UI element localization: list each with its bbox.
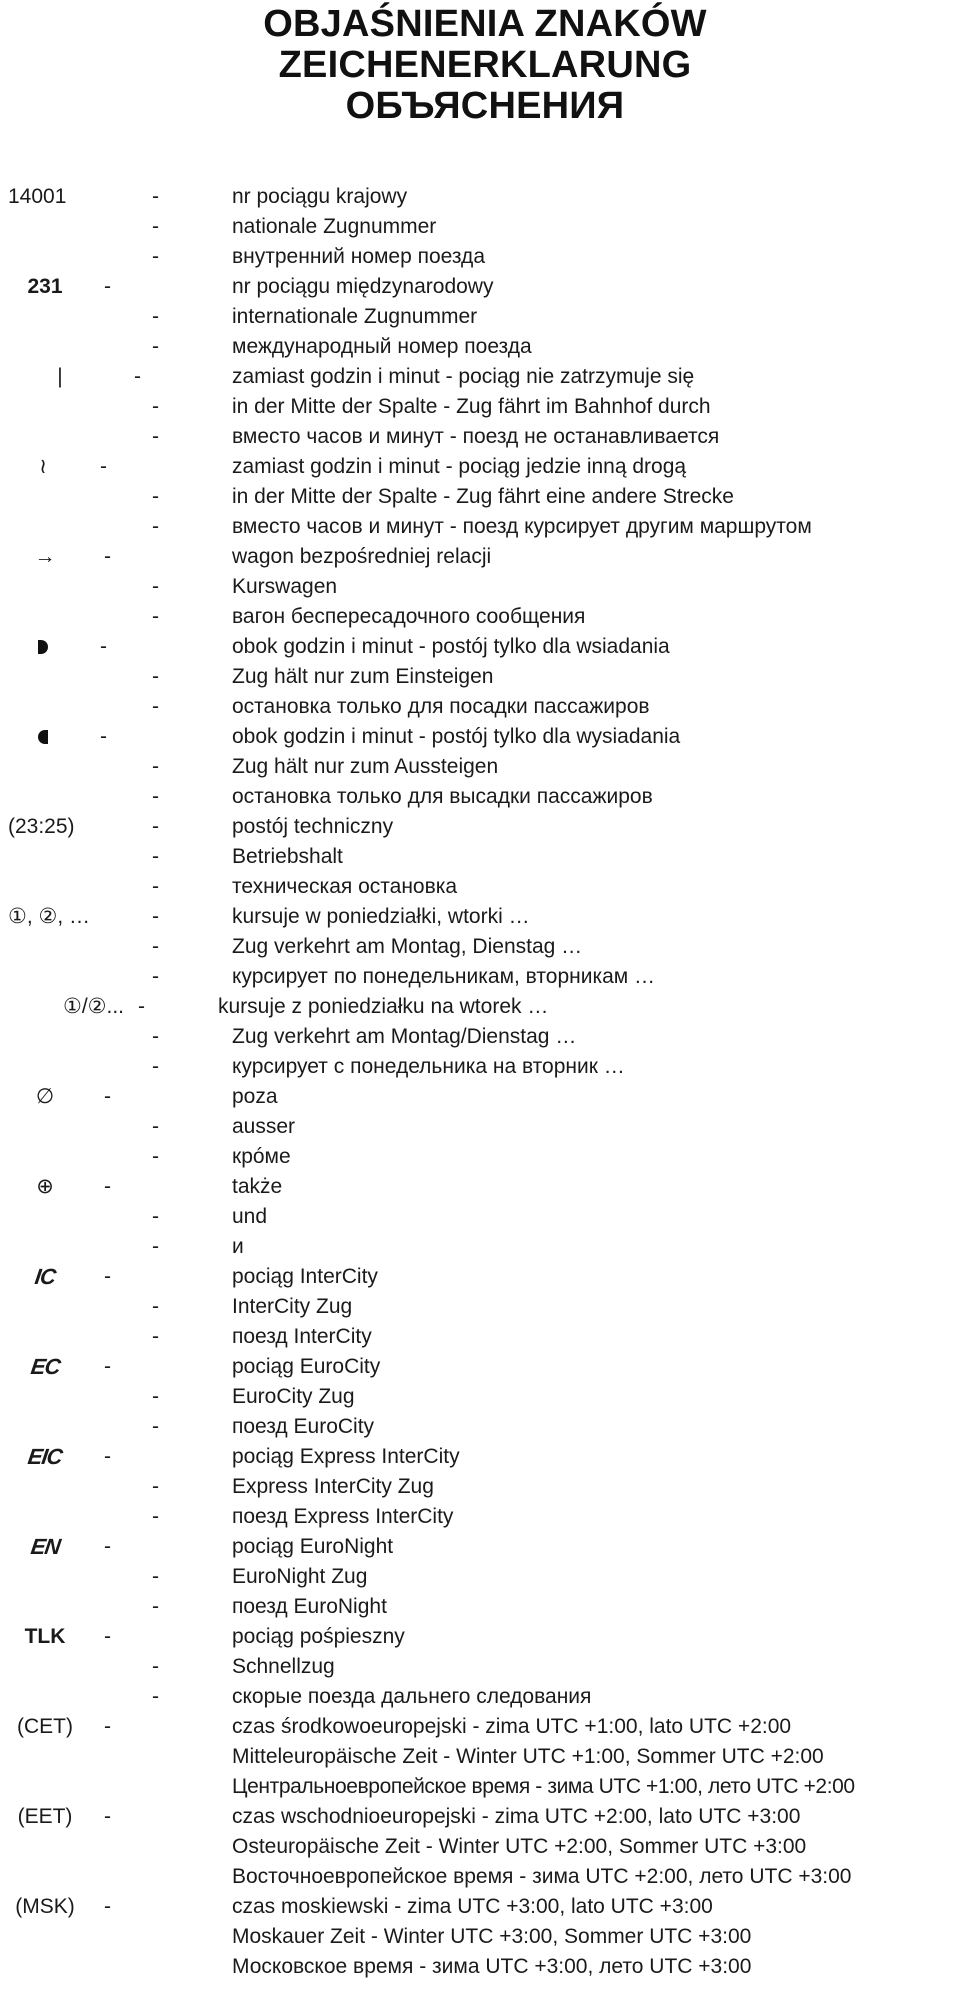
legend-text: Kurswagen bbox=[232, 575, 338, 598]
express-intercity-logo bbox=[0, 1442, 90, 1473]
dash: - bbox=[152, 1475, 159, 1498]
legend-text: nr pociągu międzynarodowy bbox=[232, 275, 494, 298]
also-icon: ⊕ bbox=[36, 1175, 54, 1198]
legend-row bbox=[0, 1322, 960, 1352]
legend-row bbox=[0, 392, 960, 422]
half-dot-right-icon bbox=[38, 640, 48, 654]
except-icon: ∅ bbox=[35, 1085, 55, 1108]
eurocity-logo-text: EC bbox=[29, 1353, 62, 1379]
legend-row bbox=[0, 332, 960, 362]
legend-row bbox=[0, 962, 960, 992]
legend-text: kursuje z poniedziałku na wtorek … bbox=[218, 995, 549, 1018]
pass-through-icon: | bbox=[57, 365, 63, 388]
legend-text: ausser bbox=[232, 1115, 296, 1138]
legend-row bbox=[0, 1532, 960, 1562]
different-route-icon: ≀ bbox=[39, 455, 47, 478]
dash: - bbox=[152, 1235, 159, 1258]
legend-text: pociąg InterCity bbox=[232, 1265, 378, 1288]
dash: - bbox=[104, 1355, 111, 1378]
half-dot-left-icon bbox=[38, 730, 48, 744]
legend-row bbox=[0, 1262, 960, 1292]
legend-row bbox=[0, 1562, 960, 1592]
legend-text: Zug verkehrt am Montag/Dienstag … bbox=[232, 1025, 577, 1048]
legend-row bbox=[0, 1892, 960, 1922]
legend-text: Mitteleuropäische Zeit - Winter UTC +1:00, Sommer UTC +2:00 bbox=[232, 1745, 824, 1768]
legend-text: czas środkowoeuropejski - zima UTC +1:00, lato UTC +2:00 bbox=[232, 1715, 792, 1738]
legend-text: Betriebshalt bbox=[232, 845, 343, 868]
title-german: ZEICHENERKLARUNG bbox=[278, 44, 692, 86]
dash: - bbox=[152, 875, 159, 898]
legend-text: pociąg EuroCity bbox=[232, 1355, 381, 1378]
legend-row bbox=[0, 992, 960, 1022]
legend-row bbox=[0, 1442, 960, 1472]
legend-row bbox=[0, 1592, 960, 1622]
legend-text: скорые поезда дальнего следования bbox=[232, 1685, 592, 1708]
legend-row bbox=[0, 1172, 960, 1202]
dash: - bbox=[152, 1115, 159, 1138]
legend-text: InterCity Zug bbox=[232, 1295, 353, 1318]
legend-text: поезд EuroCity bbox=[232, 1415, 375, 1438]
dash: - bbox=[152, 245, 159, 268]
dash: - bbox=[104, 1625, 111, 1648]
legend-row bbox=[0, 1502, 960, 1532]
legend-row bbox=[0, 722, 960, 752]
symbol-msk: (MSK) bbox=[15, 1895, 75, 1918]
legend-text: EuroCity Zug bbox=[232, 1385, 355, 1408]
dash: - bbox=[152, 515, 159, 538]
legend-row bbox=[0, 872, 960, 902]
legend-text: поезд Express InterCity bbox=[232, 1505, 454, 1528]
dash: - bbox=[152, 215, 159, 238]
legend-text: Zug hält nur zum Einsteigen bbox=[232, 665, 494, 688]
legend-row bbox=[0, 452, 960, 482]
legend-row bbox=[0, 212, 960, 242]
dash: - bbox=[152, 1025, 159, 1048]
legend-row bbox=[0, 182, 960, 212]
dash: - bbox=[104, 1535, 111, 1558]
dash: - bbox=[104, 1085, 111, 1108]
symbol-tlk: TLK bbox=[24, 1625, 66, 1648]
dash: - bbox=[152, 845, 159, 868]
legend-row bbox=[0, 1772, 960, 1802]
dash: - bbox=[152, 305, 159, 328]
alighting-only-icon bbox=[0, 722, 86, 752]
legend-row bbox=[0, 1142, 960, 1172]
legend-row bbox=[0, 1622, 960, 1652]
legend-text: obok godzin i minut - postój tylko dla wsiadania bbox=[232, 635, 670, 658]
dash: - bbox=[152, 695, 159, 718]
dash: - bbox=[152, 1685, 159, 1708]
legend-text: poza bbox=[232, 1085, 278, 1108]
legend-row bbox=[0, 1742, 960, 1772]
dash: - bbox=[134, 365, 141, 388]
legend-row bbox=[0, 362, 960, 392]
dash: - bbox=[152, 335, 159, 358]
legend-text: Центральноевропейское время - зима UTC +1:00, лето UTC +2:00 bbox=[232, 1775, 855, 1798]
legend-text: поезд InterCity bbox=[232, 1325, 372, 1348]
legend-row bbox=[0, 1412, 960, 1442]
legend-text: вместо часов и минут - поезд не останавливается bbox=[232, 425, 720, 448]
legend-row bbox=[0, 1292, 960, 1322]
legend-text: pociąg Express InterCity bbox=[232, 1445, 460, 1468]
legend-text: поезд EuroNight bbox=[232, 1595, 387, 1618]
dash: - bbox=[152, 395, 159, 418]
legend-row bbox=[0, 1082, 960, 1112]
legend-text: внутренний номер поезда bbox=[232, 245, 485, 268]
symbol-national-train-number: 14001 bbox=[8, 185, 67, 208]
symbol-eet: (EET) bbox=[17, 1805, 73, 1828]
legend-text: czas wschodnioeuropejski - zima UTC +2:00, lato UTC +3:00 bbox=[232, 1805, 801, 1828]
dash: - bbox=[152, 1415, 159, 1438]
legend-row bbox=[0, 1382, 960, 1412]
dash: - bbox=[152, 1145, 159, 1168]
symbol-legend bbox=[0, 182, 960, 1982]
legend-row bbox=[0, 1052, 960, 1082]
legend-text: nr pociągu krajowy bbox=[232, 185, 408, 208]
intercity-logo-text: IC bbox=[33, 1263, 57, 1289]
legend-row bbox=[0, 1952, 960, 1982]
legend-row bbox=[0, 842, 960, 872]
dash: - bbox=[152, 815, 159, 838]
legend-row bbox=[0, 1232, 960, 1262]
legend-row bbox=[0, 302, 960, 332]
legend-text: курсирует по понедельникам, вторникам … bbox=[232, 965, 656, 988]
dash: - bbox=[104, 1445, 111, 1468]
euronight-logo-text: EN bbox=[29, 1533, 62, 1559]
legend-row bbox=[0, 692, 960, 722]
legend-text: pociąg EuroNight bbox=[232, 1535, 394, 1558]
dash: - bbox=[152, 1565, 159, 1588]
legend-row bbox=[0, 1862, 960, 1892]
dash: - bbox=[152, 485, 159, 508]
legend-text: in der Mitte der Spalte - Zug fährt eine andere Strecke bbox=[232, 485, 734, 508]
dash: - bbox=[152, 1505, 159, 1528]
dash: - bbox=[152, 1055, 159, 1078]
legend-row bbox=[0, 1922, 960, 1952]
dash: - bbox=[152, 785, 159, 808]
dash: - bbox=[100, 455, 107, 478]
legend-text: Zug hält nur zum Aussteigen bbox=[232, 755, 499, 778]
legend-row bbox=[0, 602, 960, 632]
legend-text: kursuje w poniedziałki, wtorki … bbox=[232, 905, 530, 928]
legend-row bbox=[0, 902, 960, 932]
dash: - bbox=[152, 935, 159, 958]
dash: - bbox=[104, 1715, 111, 1738]
dash: - bbox=[152, 185, 159, 208]
legend-text: Express InterCity Zug bbox=[232, 1475, 434, 1498]
arrow-right-icon: → bbox=[34, 545, 56, 568]
legend-row bbox=[0, 1712, 960, 1742]
legend-text: Moskauer Zeit - Winter UTC +3:00, Sommer UTC +3:00 bbox=[232, 1925, 752, 1948]
legend-text: zamiast godzin i minut - pociąg nie zatrzymuje się bbox=[232, 365, 695, 388]
page-title bbox=[0, 4, 960, 127]
legend-row bbox=[0, 932, 960, 962]
dash: - bbox=[152, 1295, 159, 1318]
boarding-only-icon bbox=[0, 632, 86, 662]
legend-text: Zug verkehrt am Montag, Dienstag … bbox=[232, 935, 583, 958]
legend-text: pociąg pośpieszny bbox=[232, 1625, 405, 1648]
legend-row bbox=[0, 662, 960, 692]
legend-row bbox=[0, 242, 960, 272]
dash: - bbox=[100, 725, 107, 748]
dash: - bbox=[152, 605, 159, 628]
legend-row bbox=[0, 1352, 960, 1382]
legend-text: Osteuropäische Zeit - Winter UTC +2:00, Sommer UTC +3:00 bbox=[232, 1835, 807, 1858]
dash: - bbox=[152, 965, 159, 988]
legend-row bbox=[0, 542, 960, 572]
legend-text: internationale Zugnummer bbox=[232, 305, 478, 328]
dash: - bbox=[152, 665, 159, 688]
legend-row bbox=[0, 1802, 960, 1832]
legend-text: EuroNight Zug bbox=[232, 1565, 368, 1588]
legend-text: Московское время - зима UTC +3:00, лето UTC +3:00 bbox=[232, 1955, 752, 1978]
legend-row bbox=[0, 422, 960, 452]
dash: - bbox=[104, 275, 111, 298]
symbol-cet: (CET) bbox=[17, 1715, 73, 1738]
symbol-overnight-days: ①/②... bbox=[63, 995, 124, 1018]
legend-text: zamiast godzin i minut - pociąg jedzie inną drogą bbox=[232, 455, 687, 478]
legend-text: Schnellzug bbox=[232, 1655, 335, 1678]
legend-text: postój techniczny bbox=[232, 815, 394, 838]
title-russian: ОБЪЯСНЕНИЯ bbox=[345, 85, 625, 127]
symbol-international-train-number: 231 bbox=[27, 275, 63, 298]
dash: - bbox=[104, 1805, 111, 1828]
symbol-weekdays: ①, ②, … bbox=[8, 905, 90, 928]
legend-text: и bbox=[232, 1235, 244, 1258]
dash: - bbox=[104, 1265, 111, 1288]
legend-row bbox=[0, 1682, 960, 1712]
dash: - bbox=[100, 635, 107, 658]
legend-row bbox=[0, 1112, 960, 1142]
legend-text: курсирует с понедельника на вторник … bbox=[232, 1055, 625, 1078]
dash: - bbox=[152, 575, 159, 598]
eurocity-logo bbox=[0, 1352, 90, 1383]
dash: - bbox=[152, 1205, 159, 1228]
legend-text: obok godzin i minut - postój tylko dla wysiadania bbox=[232, 725, 681, 748]
dash: - bbox=[104, 1895, 111, 1918]
legend-text: także bbox=[232, 1175, 283, 1198]
title-polish: OBJAŚNIENIA ZNAKÓW bbox=[263, 3, 707, 45]
dash: - bbox=[138, 995, 145, 1018]
legend-text: остановка только для высадки пассажиров bbox=[232, 785, 653, 808]
legend-row bbox=[0, 572, 960, 602]
dash: - bbox=[104, 545, 111, 568]
legend-text: вагон беспересадочного сообщения bbox=[232, 605, 586, 628]
legend-row bbox=[0, 632, 960, 662]
dash: - bbox=[152, 1385, 159, 1408]
legend-row bbox=[0, 272, 960, 302]
legend-text: остановка только для посадки пассажиров bbox=[232, 695, 650, 718]
legend-text: czas moskiewski - zima UTC +3:00, lato UTC +3:00 bbox=[232, 1895, 713, 1918]
dash: - bbox=[104, 1175, 111, 1198]
express-intercity-logo-text: EIC bbox=[26, 1443, 64, 1469]
legend-row bbox=[0, 1652, 960, 1682]
dash: - bbox=[152, 905, 159, 928]
legend-text: und bbox=[232, 1205, 268, 1228]
legend-text: nationale Zugnummer bbox=[232, 215, 437, 238]
legend-row bbox=[0, 482, 960, 512]
dash: - bbox=[152, 1595, 159, 1618]
legend-row bbox=[0, 1472, 960, 1502]
legend-row bbox=[0, 812, 960, 842]
legend-text: in der Mitte der Spalte - Zug fährt im Bahnhof durch bbox=[232, 395, 711, 418]
legend-text: техническая остановка bbox=[232, 875, 458, 898]
legend-text: крóме bbox=[232, 1145, 291, 1168]
dash: - bbox=[152, 1655, 159, 1678]
dash: - bbox=[152, 1325, 159, 1348]
legend-row bbox=[0, 782, 960, 812]
dash: - bbox=[152, 755, 159, 778]
legend-row bbox=[0, 752, 960, 782]
euronight-logo bbox=[0, 1532, 90, 1563]
intercity-logo bbox=[0, 1262, 90, 1293]
dash: - bbox=[152, 425, 159, 448]
legend-text: wagon bezpośredniej relacji bbox=[232, 545, 492, 568]
legend-row bbox=[0, 1022, 960, 1052]
legend-text: Восточноевропейское время - зима UTC +2:00, лето UTC +3:00 bbox=[232, 1865, 852, 1888]
symbol-technical-stop: (23:25) bbox=[8, 815, 75, 838]
legend-row bbox=[0, 1832, 960, 1862]
legend-text: международный номер поезда bbox=[232, 335, 532, 358]
legend-row bbox=[0, 512, 960, 542]
legend-text: вместо часов и минут - поезд курсирует другим маршрутом bbox=[232, 515, 812, 538]
legend-row bbox=[0, 1202, 960, 1232]
